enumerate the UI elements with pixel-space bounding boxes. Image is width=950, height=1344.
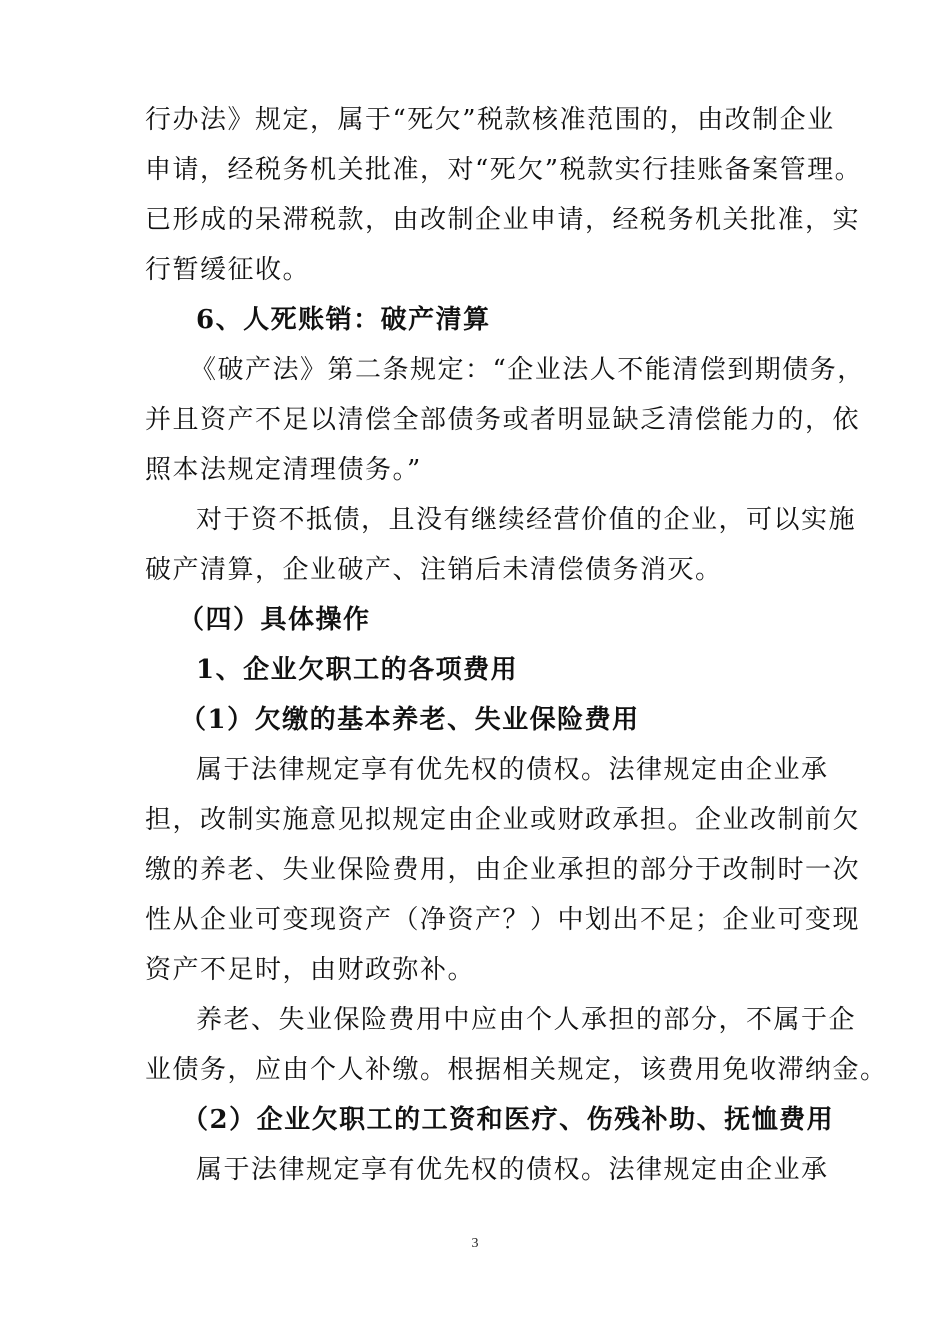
body-text-line: 性从企业可变现资产（净资产？）中划出不足；企业可变现 [145, 905, 861, 935]
body-text-line: 对于资不抵债，且没有继续经营价值的企业，可以实施 [196, 505, 857, 535]
body-text-line: 行暂缓征收。 [145, 255, 311, 285]
body-text-line: 申请，经税务机关批准，对“死欠”税款实行挂账备案管理。 [145, 155, 863, 185]
section-heading: （四）具体操作 [178, 605, 371, 635]
page-number: 3 [471, 1236, 479, 1251]
body-text-line: 养老、失业保险费用中应由个人承担的部分，不属于企 [196, 1005, 857, 1035]
body-text-line: 破产清算，企业破产、注销后未清偿债务消灭。 [145, 555, 723, 585]
body-text-line: 并且资产不足以清偿全部债务或者明显缺乏清偿能力的，依 [145, 405, 861, 435]
section-heading: 1、企业欠职工的各项费用 [196, 655, 519, 685]
subsection-heading: （2）企业欠职工的工资和医疗、伤残补助、抚恤费用 [182, 1105, 835, 1135]
body-text-line: 业债务，应由个人补缴。根据相关规定，该费用免收滞纳金。 [145, 1055, 888, 1085]
section-heading: 6、人死账销：破产清算 [196, 305, 491, 335]
subsection-heading: （1）欠缴的基本养老、失业保险费用 [180, 705, 640, 735]
body-text-line: 属于法律规定享有优先权的债权。法律规定由企业承 [196, 755, 829, 785]
body-text-line: 缴的养老、失业保险费用，由企业承担的部分于改制时一次 [145, 855, 861, 885]
body-text-line: 已形成的呆滞税款，由改制企业申请，经税务机关批准，实 [145, 205, 861, 235]
body-text-line: 《破产法》第二条规定：“企业法人不能清偿到期债务， [190, 355, 865, 385]
body-text-line: 属于法律规定享有优先权的债权。法律规定由企业承 [196, 1155, 829, 1185]
body-text-line: 行办法》规定，属于“死欠”税款核准范围的，由改制企业 [145, 105, 835, 135]
body-text-line: 照本法规定清理债务。” [145, 455, 422, 485]
body-text-line: 担，改制实施意见拟规定由企业或财政承担。企业改制前欠 [145, 805, 861, 835]
body-text-line: 资产不足时，由财政弥补。 [145, 955, 476, 985]
